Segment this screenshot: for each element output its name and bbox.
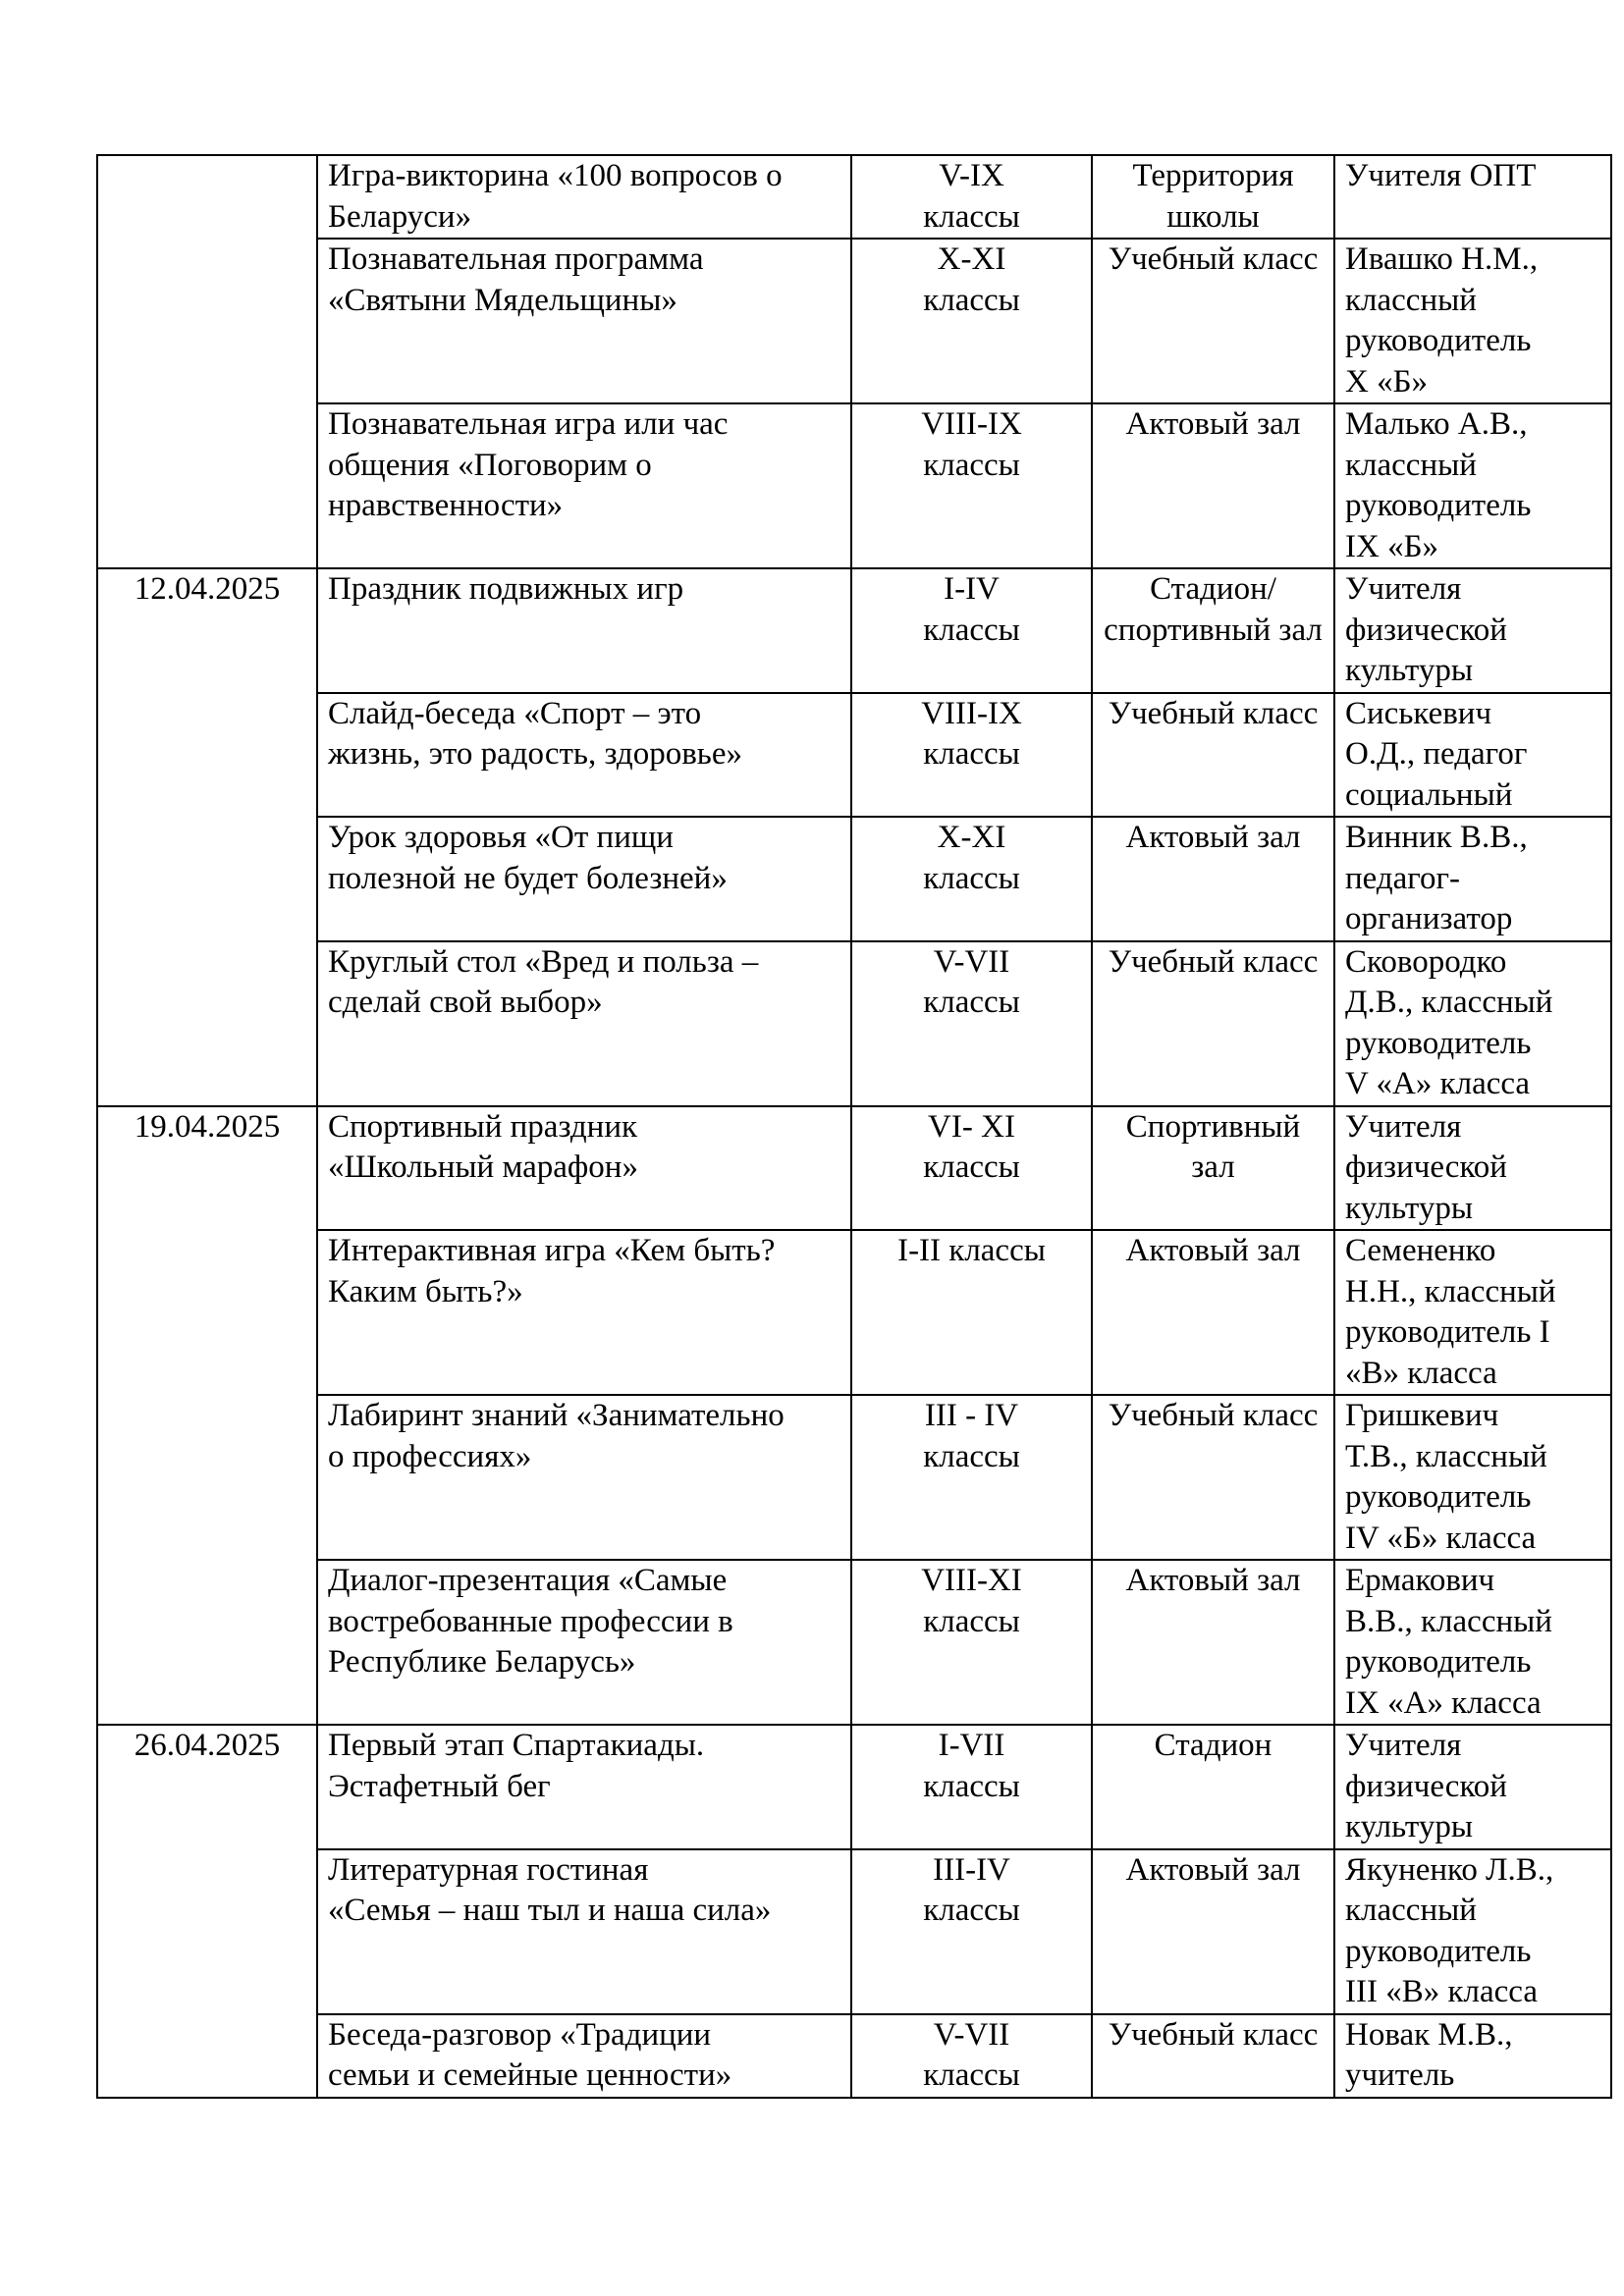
table-row [97,1106,1611,1231]
event-text: Спортивный праздник «Школьный марафон» [328,1108,638,1185]
responsible-text: Ермакович В.В., классный руководитель IX «А» класса [1345,1563,1552,1721]
classes-cell [851,1560,1092,1725]
table-row [97,1230,1611,1395]
place-text: Стадион/ спортивный зал [1104,571,1323,648]
place-cell [1092,1230,1334,1395]
table-row [97,1560,1611,1725]
classes-cell [851,817,1092,941]
place-cell [1092,568,1334,693]
table-row [97,941,1611,1106]
place-text: Учебный класс [1108,695,1319,731]
place-cell [1092,403,1334,568]
date-text: 12.04.2025 [134,571,281,607]
place-text: Актовый зал [1125,406,1301,442]
events-schedule-table [96,154,1612,2099]
responsible-cell [1334,155,1611,239]
classes-cell [851,1106,1092,1231]
table-row [97,817,1611,941]
classes-text: VIII-IX классы [921,406,1022,483]
responsible-text: Учителя физической культуры [1345,571,1507,688]
classes-cell [851,568,1092,693]
classes-cell [851,1395,1092,1560]
place-cell [1092,1560,1334,1725]
responsible-text: Семененко Н.Н., классный руководитель I «В» класса [1345,1233,1556,1391]
event-text: Интерактивная игра «Кем быть? Каким быть?» [328,1233,776,1309]
event-text: Игра-викторина «100 вопросов о Беларуси» [328,158,783,235]
place-cell [1092,1395,1334,1560]
classes-cell [851,2014,1092,2098]
date-text: 19.04.2025 [134,1108,281,1145]
classes-text: X-XI классы [923,820,1020,896]
event-cell [317,1725,851,1849]
place-cell [1092,817,1334,941]
event-text: Познавательная программа «Святыни Мядельщины» [328,241,704,318]
responsible-cell [1334,403,1611,568]
date-cell [97,1106,317,1726]
classes-text: III-IV классы [923,1851,1020,1928]
event-cell [317,1106,851,1231]
event-text: Беседа-разговор «Традиции семьи и семейные ценности» [328,2016,732,2093]
event-text: Лабиринт знаний «Занимательно о профессиях» [328,1398,785,1474]
classes-text: V-VII классы [923,943,1020,1020]
date-cell [97,1725,317,2098]
responsible-cell [1334,1725,1611,1849]
classes-text: I-VII классы [923,1728,1020,1804]
event-text: Диалог-презентация «Самые востребованные профессии в Республике Беларусь» [328,1563,733,1680]
classes-cell [851,1230,1092,1395]
event-text: Познавательная игра или час общения «Поговорим о нравственности» [328,406,729,523]
responsible-cell [1334,693,1611,818]
responsible-text: Учителя физической культуры [1345,1108,1507,1226]
classes-cell [851,403,1092,568]
date-cell [97,155,317,568]
event-cell [317,155,851,239]
place-text: Актовый зал [1125,1233,1301,1268]
classes-text: VIII-IX классы [921,695,1022,772]
responsible-text: Гришкевич Т.В., классный руководитель IV «Б» класса [1345,1398,1547,1556]
classes-text: X-XI классы [923,241,1020,318]
date-text: 26.04.2025 [134,1728,281,1763]
event-cell [317,239,851,403]
event-cell [317,941,851,1106]
place-text: Актовый зал [1125,1563,1301,1598]
date-cell [97,568,317,1106]
event-text: Праздник подвижных игр [328,571,684,607]
responsible-text: Новак М.В., учитель [1345,2016,1513,2093]
classes-text: III - IV классы [923,1398,1020,1474]
responsible-text: Учителя физической культуры [1345,1728,1507,1844]
place-cell [1092,239,1334,403]
responsible-text: Учителя ОПТ [1345,158,1537,193]
responsible-cell [1334,1106,1611,1231]
table-row [97,239,1611,403]
classes-text: VI- XI классы [923,1108,1020,1185]
responsible-text: Малько А.В., классный руководитель IX «Б» [1345,406,1532,564]
place-text: Учебный класс [1108,943,1319,980]
classes-cell [851,941,1092,1106]
classes-text: V-VII классы [923,2016,1020,2093]
responsible-text: Винник В.В., педагог- организатор [1345,820,1528,936]
place-text: Актовый зал [1125,1851,1301,1888]
classes-cell [851,693,1092,818]
classes-text: V-IX классы [923,158,1020,235]
table-row [97,568,1611,693]
document-page [96,154,1610,2099]
responsible-text: Якуненко Л.В., классный руководитель III «В» класса [1345,1851,1554,2009]
event-cell [317,1230,851,1395]
place-cell [1092,941,1334,1106]
place-text: Актовый зал [1125,820,1301,855]
place-cell [1092,155,1334,239]
event-text: Литературная гостиная «Семья – наш тыл и наша сила» [328,1851,772,1928]
place-text: Учебный класс [1108,1398,1319,1433]
place-text: Стадион [1154,1728,1272,1763]
event-text: Слайд-беседа «Спорт – это жизнь, это радость, здоровье» [328,695,742,772]
event-cell [317,1560,851,1725]
table-row [97,693,1611,818]
classes-cell [851,1725,1092,1849]
event-text: Урок здоровья «От пищи полезной не будет болезней» [328,820,728,896]
place-cell [1092,1106,1334,1231]
responsible-cell [1334,941,1611,1106]
responsible-cell [1334,1560,1611,1725]
responsible-cell [1334,817,1611,941]
classes-text: I-II классы [897,1233,1046,1268]
classes-cell [851,155,1092,239]
event-text: Первый этап Спартакиады. Эстафетный бег [328,1728,705,1804]
place-text: Спортивный зал [1125,1108,1301,1185]
event-cell [317,817,851,941]
event-cell [317,403,851,568]
responsible-cell [1334,1849,1611,2014]
place-cell [1092,1725,1334,1849]
place-text: Территория школы [1132,158,1294,235]
place-text: Учебный класс [1108,241,1319,277]
responsible-cell [1334,239,1611,403]
classes-cell [851,239,1092,403]
classes-text: I-IV классы [923,571,1020,648]
place-cell [1092,693,1334,818]
place-cell [1092,2014,1334,2098]
responsible-cell [1334,568,1611,693]
event-cell [317,693,851,818]
responsible-text: Ивашко Н.М., классный руководитель X «Б» [1345,241,1539,400]
place-text: Учебный класс [1108,2016,1319,2053]
responsible-text: Сиськевич О.Д., педагог социальный [1345,695,1528,813]
event-text: Круглый стол «Вред и польза – сделай свой выбор» [328,943,759,1020]
classes-cell [851,1849,1092,2014]
table-row [97,403,1611,568]
table-row [97,155,1611,239]
event-cell [317,568,851,693]
event-cell [317,1395,851,1560]
place-cell [1092,1849,1334,2014]
responsible-cell [1334,1395,1611,1560]
table-row [97,1725,1611,1849]
responsible-text: Сковородко Д.В., классный руководитель V «А» класса [1345,943,1553,1101]
event-cell [317,1849,851,2014]
responsible-cell [1334,2014,1611,2098]
classes-text: VIII-XI классы [921,1563,1022,1639]
table-row [97,2014,1611,2098]
event-cell [317,2014,851,2098]
responsible-cell [1334,1230,1611,1395]
table-row [97,1849,1611,2014]
table-row [97,1395,1611,1560]
